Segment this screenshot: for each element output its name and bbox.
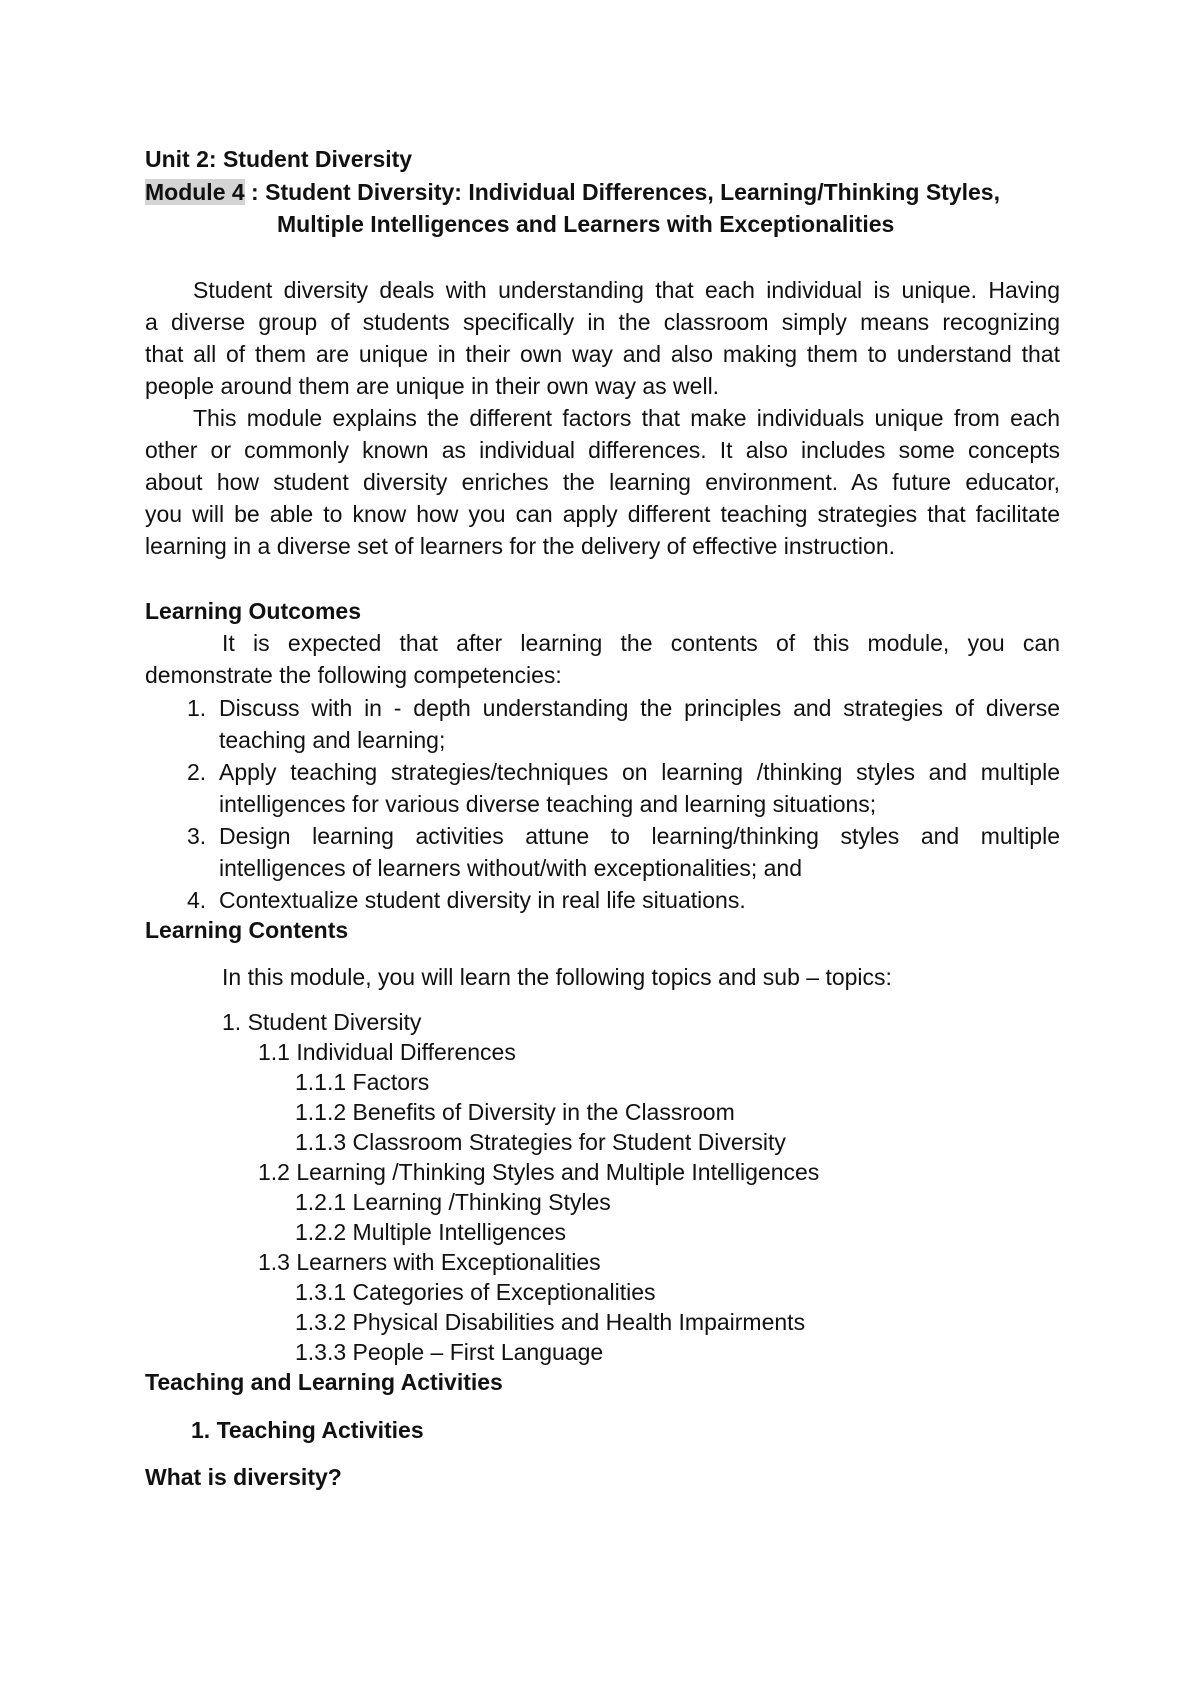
subtopic-item: 1.2.2 Multiple Intelligences xyxy=(295,1219,567,1245)
subtopic-item: 1.2 Learning /Thinking Styles and Multiple Intelligences xyxy=(258,1159,820,1185)
intro-p1-line: that all of them are unique in their own way and also making them to understand that xyxy=(145,341,1060,367)
contents-intro: In this module, you will learn the following topics and sub – topics: xyxy=(222,964,892,990)
module-title-line-1 xyxy=(145,176,1000,208)
module-label: Module 4 xyxy=(145,179,245,205)
intro-p2-line: other or commonly known as individual differences. It also includes some concepts xyxy=(145,437,1060,463)
intro-p2-line: learning in a diverse set of learners for the delivery of effective instruction. xyxy=(145,533,896,559)
subtopic-item: 1.1 Individual Differences xyxy=(258,1039,516,1065)
intro-p2-line: about how student diversity enriches the learning environment. As future educator, xyxy=(145,469,1060,495)
subtopic-item: 1.1.2 Benefits of Diversity in the Classroom xyxy=(295,1099,735,1125)
outcome-number: 1. xyxy=(187,695,207,721)
subtopic-item: 1.3.3 People – First Language xyxy=(295,1339,604,1365)
intro-p1-line: a diverse group of students specifically in the classroom simply means recognizing xyxy=(145,309,1060,335)
intro-p1-line: Student diversity deals with understanding that each individual is unique. Having xyxy=(193,277,1060,303)
outcomes-intro-line: demonstrate the following competencies: xyxy=(145,662,562,688)
outcomes-intro-line: It is expected that after learning the contents of this module, you can xyxy=(222,630,1060,656)
subtopic-item: 1.1.1 Factors xyxy=(295,1069,430,1095)
module-title-line-2: Multiple Intelligences and Learners with Exceptionalities xyxy=(277,211,895,237)
outcome-number: 4. xyxy=(187,887,207,913)
intro-p2-line: you will be able to know how you can apply different teaching strategies that facilitate xyxy=(145,501,1060,527)
outcome-item-line: intelligences of learners without/with exceptionalities; and xyxy=(219,855,802,881)
subtopic-item: 1.3.1 Categories of Exceptionalities xyxy=(295,1279,656,1305)
outcome-item-line: Apply teaching strategies/techniques on learning /thinking styles and multiple xyxy=(219,759,1060,785)
unit-title: Unit 2: Student Diversity xyxy=(145,146,413,172)
outcome-item-line: intelligences for various diverse teaching and learning situations; xyxy=(219,791,877,817)
intro-p1-line: people around them are unique in their own way as well. xyxy=(145,373,720,399)
module-title-text: : Student Diversity: Individual Differences, Learning/Thinking Styles, xyxy=(244,179,1000,205)
subtopic-item: 1.3 Learners with Exceptionalities xyxy=(258,1249,601,1275)
intro-p2-line: This module explains the different factors that make individuals unique from each xyxy=(193,405,1060,431)
outcome-number: 3. xyxy=(187,823,207,849)
learning-contents-heading: Learning Contents xyxy=(145,917,349,943)
outcome-item-line: Discuss with in - depth understanding the principles and strategies of diverse xyxy=(219,695,1060,721)
subtopic-item: 1.3.2 Physical Disabilities and Health Impairments xyxy=(295,1309,806,1335)
teaching-learning-heading: Teaching and Learning Activities xyxy=(145,1369,503,1395)
outcome-item-line: Contextualize student diversity in real life situations. xyxy=(219,887,746,913)
teaching-activities-heading: 1. Teaching Activities xyxy=(191,1417,424,1443)
outcome-item-line: teaching and learning; xyxy=(219,727,446,753)
subtopic-item: 1.1.3 Classroom Strategies for Student Diversity xyxy=(295,1129,786,1155)
subtopic-item: 1.2.1 Learning /Thinking Styles xyxy=(295,1189,611,1215)
outcome-number: 2. xyxy=(187,759,207,785)
topic-item: 1. Student Diversity xyxy=(222,1009,422,1035)
diversity-question: What is diversity? xyxy=(145,1464,342,1490)
learning-outcomes-heading: Learning Outcomes xyxy=(145,598,361,624)
outcome-item-line: Design learning activities attune to learning/thinking styles and multiple xyxy=(219,823,1060,849)
